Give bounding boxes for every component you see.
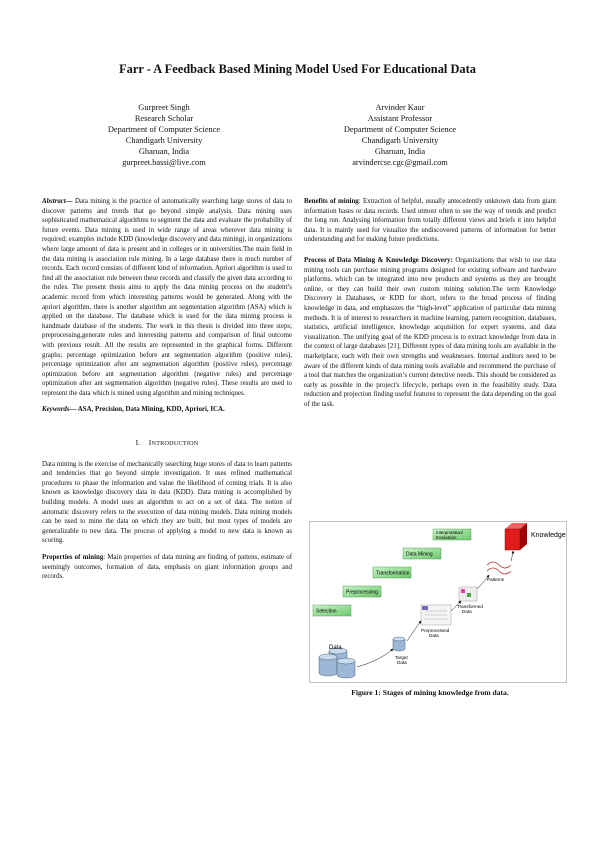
stage-step-label: Data Mining [406,551,433,558]
author-dept: Department of Computer Science [107,125,221,134]
author-name: Arvinder Kaur [375,103,425,112]
author-block-2 [300,102,500,168]
properties-label: Properties of mining [42,554,104,561]
stage-step-label: Transformation [376,570,410,577]
process-paragraph: Process of Data Mining & Knowledge Discovery: Organizations that wish to use data mining tools can purchase mining programs designed for existing software and hardware platforms, which can be integrated into new products and systems as they are brought online, or they can build their own custom mining solution.The term Knowledge Discovery in Databases, or KDD for short, refers to the broad process of finding knowledge in data, and emphasizes the “high-level” application of particular data mining methods. It is of interest to researchers in machine learning, pattern recognition, databases, statistics, artificial intelligence, knowledge acquisition for expert systems, and data visualization. The unifying goal of the KDD process is to extract knowledge from data in the context of large databases [21]. Different types of data mining tools are available in the marketplace, each with their own strengths and weaknesses. Internal auditors need to be aware of the different kinds of data mining tools available and recommend the purchase of a tool that matches the organization’s current detective needs. This should be considered as early as possible in the project's lifecycle, perhaps even in the feasibility study. Data reduction and projection finding useful features to represent the data depending on the goal of the task. [304,256,556,408]
left-column [42,197,292,589]
stage-step-label: Interpretation/ [436,530,464,535]
kdd-stages-figure [309,521,567,683]
author-location: Gharuan, India [138,147,190,156]
keywords-text: ASA, Precision, Data Mining, KDD, Apriori, ICA. [76,406,225,414]
knowledge-label: Knowledge [531,532,566,539]
process-label: Process of Data Mining & Knowledge Discovery: [304,256,453,264]
preprocessed-label: Preprocessed Data [421,628,450,638]
section-heading-introduction: I. INTRODUCTION [135,438,199,448]
right-column [304,197,556,416]
author-dept: Department of Computer Science [343,125,457,134]
paper-title: Farr - A Feedback Based Mining Model Used For Educational Data [119,62,476,76]
author-univ: Chandigarh University [361,136,439,145]
author-role: Research Scholar [134,114,194,123]
target-label: Target Data [395,655,408,665]
abstract-label: Abstract— [42,198,73,205]
intro-paragraph: Data mining is the exercise of mechanically searching huge stores of data to learn patterns and tendencies that go beyond simple investigation. It uses refined mathematical procedures to phase the information and value the likelihood of coming trials. It is also known as knowledge discovery data in data (KDD). Data mining is accomplished by building models. A model uses an algorithm to act on a set of data. The notion of automatic discovery refers to the execution of data mining models. Data mining models can be used to mine the data on which they are built, but most types of models are generalizable to new data. The process of applying a model to new data is known as scoring. [42,460,292,545]
author-role: Assistant Professor [367,114,433,123]
patterns-label: Patterns [487,577,505,582]
properties-paragraph: Properties of mining: Main properties of data mining are finding of pattens, estimate of seemingly outcomes, formation of data, emphasis on giant information groups and records. [42,554,292,581]
stage-step-label: Selection [316,608,337,615]
abstract-text: Data mining is the practice of automatically searching large stores of data to discover patterns and trends that go beyond simple analysis. Data mining uses sophisticated mathematical algorithms to segment the data and evaluate the probability of future events. Data mining is used in wide range of areas wherever data mining is required; examples include KDD (knowledge discovery and data mining), in organizations where large amount of data is present and in colleges or in universities.The main field in the data mining is association rule mining. In a large database there is much number of records. Each record consists of different kind of information. Apriori algorithm is used to find all the association rule between these records and classify the given data according to the rules. The present thesis aims to apply the data mining process on the student’s academic record from which interesting patterns would be generated. Along with the apriori algorithm, there is another algorithm ant segmentation algorithm (ASA) which is applied on the database. The database which is used for the data mining process is handmade database of the students. The work in this thesis is divided into three steps; preprocessing,generate rules and interesting patterns and comparison of final outcome with previous result. All the results are represented in the graphical forms. Different graphs; percentage optimization before ant segmentation algorithm (positive rules), percentage optimization after ant segmentation algorithm (positive rules), percentage optimization before ant segmentation algorithm (negative rules) and percentage optimization after ant segmentation algorithm (negative rules). These results are used to represent the data which is mined using algorithm and mining techniques. [42,198,292,397]
abstract [42,197,292,398]
author-name: Gurpreet Singh [138,103,190,112]
benefits-label: Benefits of mining [304,198,359,205]
data-label: Data [329,645,342,651]
keywords-label: Keywords— [42,406,77,414]
keywords [42,405,292,415]
stage-step-label: Evaluation [436,535,457,540]
author-email: arvindercse.cgc@gmail.com [352,158,448,167]
transformed-label: Transformed Data [457,604,483,614]
author-email: gurpreet.bassi@live.com [122,158,206,167]
author-block-1 [46,102,282,168]
stage-step-label: Preprocessing [346,589,378,596]
benefits-paragraph: Benefits of mining: Extraction of helpful, usually antecedently unknown data from giant information bases or data records. Used utmost often to see the way of trends and predict the long run. Analysing information from totally different views and briefs it into helpful data. It is mainly used for visualize the undiscovered patterns of information for better understanding and for making future predictions. [304,198,556,244]
author-location: Gharuan, India [374,147,426,156]
author-univ: Chandigarh University [125,136,203,145]
figure-caption: Figure 1: Stages of mining knowledge from data. [351,688,509,697]
